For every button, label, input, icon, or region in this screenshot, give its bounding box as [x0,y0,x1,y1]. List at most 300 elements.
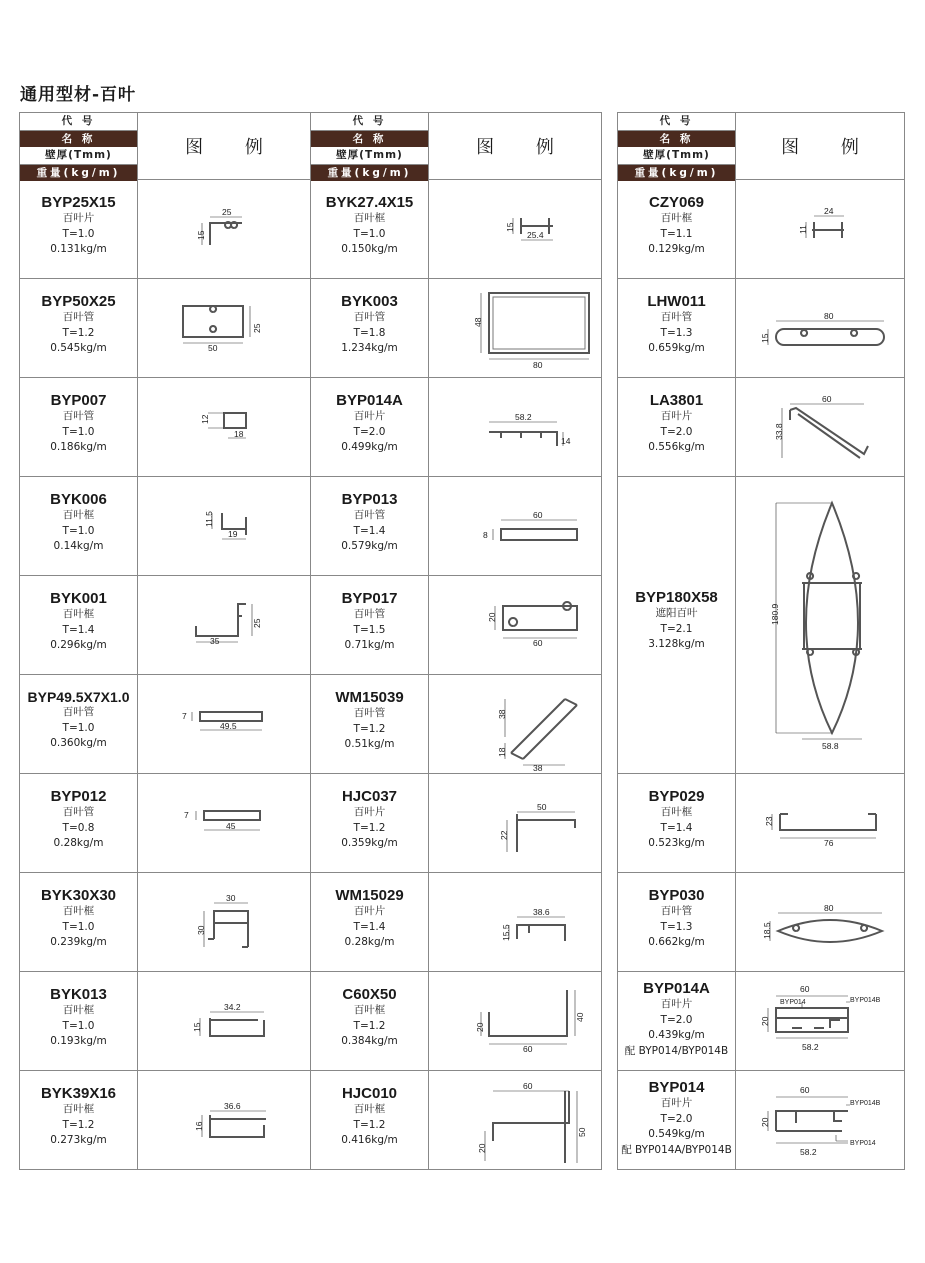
profile-drawing [735,477,905,773]
table-row [19,180,311,279]
header-thickness-label: 壁厚(Tmm) [311,147,428,165]
profile-outline [517,925,565,941]
profile-code: BYP014A [336,392,403,409]
profile-name: 百叶管 [353,509,386,521]
dim-label: 16 [194,1121,204,1131]
profile-name: 百叶框 [660,212,693,224]
profile-section-drawing [736,180,905,279]
profile-outline [200,712,262,721]
dim-label: 18 [497,747,507,757]
dim-label: 20 [760,1016,770,1026]
profile-code: WM15029 [335,887,404,904]
profile-code: BYK013 [50,986,107,1003]
dim-label: 24 [824,206,834,216]
header-drawing-label: 图 例 [428,113,601,179]
profile-name: 百叶片 [660,1097,693,1109]
profile-thickness: T=1.4 [62,623,95,636]
dim-label: 58.2 [800,1147,817,1157]
header-weight-label: 重量(kg/m) [20,165,137,182]
profile-outline [493,1091,569,1163]
dim-label: 34.2 [224,1002,241,1012]
profile-thickness: T=1.4 [353,524,386,537]
dim-label: 7 [184,810,189,820]
profile-outline [806,503,858,733]
profile-code: HJC037 [341,788,398,805]
profile-thickness: T=1.0 [62,920,95,933]
table-row [617,477,905,774]
profile-code: WM15039 [335,689,404,706]
profile-thickness: T=2.0 [660,1013,693,1026]
table-row [617,180,905,279]
profile-outline [210,306,216,332]
profile-outline [204,811,260,820]
dim-label: 20 [487,612,497,622]
profile-code: BYK27.4X15 [325,194,414,211]
profile-name: 百叶框 [62,1103,95,1115]
dim-label: 22 [499,830,509,840]
profile-weight: 0.51kg/m [344,738,395,750]
profile-outline [202,1111,266,1137]
profile-outline [780,814,876,830]
profile-code: BYP180X58 [635,589,718,606]
header-name-label: 名 称 [618,131,735,148]
profile-drawing [428,576,602,674]
profile-outline [768,321,884,345]
dim-label: 38 [497,709,507,719]
dim-label: 30 [196,925,206,935]
dim-label: 23 [764,816,774,826]
profile-name: 百叶片 [660,410,693,422]
profile-weight: 0.545kg/m [50,342,107,354]
profile-weight: 0.28kg/m [53,837,104,849]
profile-outline [489,432,557,446]
dim-label: 33.8 [774,423,784,440]
profile-weight: 0.416kg/m [341,1134,398,1146]
table-header [310,112,602,180]
dim-label: 50 [208,343,218,353]
profile-thickness: T=1.0 [353,227,386,240]
dim-label: 60 [533,510,543,520]
profile-drawing [137,873,311,971]
dim-label: BYP014 [780,999,806,1006]
profile-weight: 0.579kg/m [341,540,398,552]
profile-drawing [137,675,311,773]
profile-section-drawing [429,576,602,675]
dim-label: 38.6 [533,907,550,917]
profile-name: 百叶片 [353,410,386,422]
profile-outline [776,1111,848,1131]
profile-name: 百叶框 [660,806,693,818]
profile-section-drawing [736,378,905,477]
dim-label: 15 [760,333,770,343]
profile-thickness: T=1.0 [62,721,95,734]
profile-drawing [735,873,905,971]
profile-name: 百叶管 [62,806,95,818]
profile-thickness: T=1.2 [62,1118,95,1131]
profile-thickness: T=2.0 [353,425,386,438]
profile-drawing [428,675,602,773]
profile-thickness: T=1.2 [353,722,386,735]
profile-outline [511,699,577,759]
profile-drawing [428,180,602,278]
profile-weight: 0.360kg/m [50,737,107,749]
dim-label: 60 [800,984,810,994]
table-row [310,477,602,576]
profile-outline [204,903,248,947]
profile-thickness: T=1.2 [353,821,386,834]
profile-name: 百叶管 [62,410,95,422]
dim-label: 25 [252,323,262,333]
table-row [617,873,905,972]
table-header [617,112,905,180]
profile-code: BYP014 [648,1079,705,1096]
profile-code: BYP017 [341,590,398,607]
profile-section-drawing [736,774,905,873]
profile-outline [196,604,246,636]
dim-label: 49.5 [220,721,237,731]
profile-code: HJC010 [341,1085,398,1102]
catalog-column-2 [310,112,602,1169]
profile-outline [225,222,237,228]
dim-label: 45 [226,821,236,831]
dim-label: 58.2 [515,412,532,422]
profile-section-drawing [138,180,311,279]
profile-code: BYP014A [643,980,710,997]
profile-outline [493,297,585,349]
table-row [19,576,311,675]
profile-thickness: T=1.3 [660,920,693,933]
profile-weight: 0.662kg/m [648,936,705,948]
page-title: 通用型材-百叶 [20,85,137,105]
profile-section-drawing [138,1071,311,1170]
profile-drawing [137,576,311,674]
dim-label: 18.5 [762,922,772,939]
profile-drawing [137,279,311,377]
profile-drawing [428,873,602,971]
profile-code: BYP49.5X7X1.0 [27,689,130,705]
profile-name: 百叶管 [353,707,386,719]
profile-name: 百叶片 [62,212,95,224]
dim-label: 12 [200,414,210,424]
profile-section-drawing [138,774,311,873]
profile-weight: 0.359kg/m [341,837,398,849]
dim-label: 48 [473,317,483,327]
profile-outline [495,606,577,638]
profile-outline [501,529,577,540]
dim-label: 60 [533,638,543,648]
dim-label: 80 [824,311,834,321]
profile-thickness: T=1.8 [353,326,386,339]
profile-section-drawing [429,279,602,378]
profile-drawing [428,774,602,872]
profile-weight: 0.14kg/m [53,540,104,552]
dim-label: 11 [798,225,808,234]
table-row [617,774,905,873]
profile-code: BYP007 [50,392,107,409]
profile-section-drawing [736,1071,905,1170]
profile-section-drawing [138,279,311,378]
table-row [19,774,311,873]
profile-outline [776,329,884,345]
profile-code: BYP012 [50,788,107,805]
profile-drawing [137,1071,311,1169]
profile-thickness: T=1.1 [660,227,693,240]
profile-section-drawing [429,180,602,279]
dim-label: 20 [475,1022,485,1032]
profile-code: LHW011 [647,293,706,310]
header-weight-label: 重量(kg/m) [618,165,735,182]
header-drawing-label: 图 例 [137,113,310,179]
dim-label: 40 [575,1012,585,1022]
profile-name: 百叶管 [62,706,95,718]
dim-label: 8 [483,530,488,540]
profile-weight: 0.556kg/m [648,441,705,453]
profile-drawing [428,378,602,476]
profile-weight: 0.439kg/m [648,1029,705,1041]
profile-section-drawing [736,873,905,972]
profile-weight: 0.239kg/m [50,936,107,948]
dim-label: 60 [523,1081,533,1091]
profile-thickness: T=1.5 [353,623,386,636]
profile-note: 配 BYP014A/BYP014B [621,1143,732,1156]
dim-label: 14 [561,436,571,446]
profile-thickness: T=2.0 [660,1112,693,1125]
profile-code: BYK003 [341,293,398,310]
table-row [19,477,311,576]
table-row [19,675,311,774]
dim-label: 60 [800,1085,810,1095]
profile-outline [790,408,868,458]
profile-name: 百叶管 [660,311,693,323]
table-row [310,279,602,378]
dim-label: 15 [505,222,515,232]
profile-outline [224,413,246,428]
dim-label: BYP014 [850,1140,876,1147]
dim-label: 11.5 [204,511,214,527]
profile-thickness: T=2.1 [660,622,693,635]
dim-label: 15 [192,1022,202,1032]
profile-thickness: T=0.8 [62,821,95,834]
profile-drawing [735,279,905,377]
dim-label: 15 [196,230,206,240]
profile-drawing [137,972,311,1070]
table-row [310,378,602,477]
dim-label: 20 [760,1117,770,1127]
profile-thickness: T=2.0 [660,425,693,438]
dim-label: 35 [210,636,220,646]
profile-section-drawing [429,873,602,972]
profile-code: LA3801 [649,392,704,409]
profile-drawing [428,477,602,575]
dim-label: 58.8 [822,741,839,751]
profile-outline [802,583,862,649]
profile-code: BYK006 [50,491,107,508]
profile-section-drawing [138,477,311,576]
profile-drawing [428,279,602,377]
profile-weight: 0.71kg/m [344,639,395,651]
profile-outline [517,814,575,852]
dim-label: 18 [234,429,244,439]
table-row [19,1071,311,1170]
profile-name: 百叶框 [62,509,95,521]
profile-drawing [735,1071,905,1169]
profile-section-drawing [736,972,905,1071]
profile-thickness: T=1.3 [660,326,693,339]
dim-label: 15.5 [501,924,511,941]
profile-code: BYK001 [50,590,107,607]
profile-outline [489,293,589,353]
profile-code: BYP50X25 [41,293,116,310]
profile-code: BYP029 [648,788,705,805]
profile-weight: 0.193kg/m [50,1035,107,1047]
profile-drawing [137,774,311,872]
dim-label: BYP014B [850,997,881,1004]
profile-outline [202,217,242,245]
dim-label: 30 [226,893,236,903]
profile-section-drawing [429,774,602,873]
profile-code: BYP013 [341,491,398,508]
profile-weight: 0.273kg/m [50,1134,107,1146]
profile-name: 百叶片 [353,806,386,818]
table-row [310,774,602,873]
dim-label: 36.6 [224,1101,241,1111]
dim-label: 60 [523,1044,533,1054]
profile-weight: 0.131kg/m [50,243,107,255]
profile-thickness: T=1.4 [660,821,693,834]
profile-thickness: T=1.2 [353,1019,386,1032]
profile-outline [489,990,567,1036]
profile-name: 百叶框 [353,1103,386,1115]
table-row [19,279,311,378]
profile-drawing [137,180,311,278]
header-code-label: 代 号 [20,113,137,131]
dim-label: 180.9 [770,603,780,625]
profile-section-drawing [429,378,602,477]
dim-label: 25 [222,207,232,217]
catalog-column-3 [617,112,905,1169]
dim-label: 80 [824,903,834,913]
profile-code: CZY069 [648,194,705,211]
header-thickness-label: 壁厚(Tmm) [20,147,137,165]
profile-weight: 0.186kg/m [50,441,107,453]
profile-section-drawing [736,477,905,774]
profile-name: 百叶框 [353,212,386,224]
profile-drawing [428,1071,602,1169]
table-row [310,180,602,279]
profile-name: 百叶管 [62,311,95,323]
table-row [310,675,602,774]
profile-section-drawing [138,378,311,477]
table-row [310,972,602,1071]
profile-note: 配 BYP014/BYP014B [624,1044,729,1057]
profile-thickness: T=1.0 [62,524,95,537]
table-row [617,279,905,378]
table-row [617,972,905,1071]
profile-section-drawing [429,972,602,1071]
profile-outline [183,306,243,337]
profile-name: 百叶框 [62,905,95,917]
dim-label: 60 [822,394,832,404]
profile-outline [208,911,248,947]
profile-outline [806,216,844,238]
table-row [19,873,311,972]
profile-code: BYP030 [648,887,705,904]
profile-catalog [19,112,905,1169]
profile-section-drawing [429,675,602,774]
profile-weight: 0.129kg/m [648,243,705,255]
profile-section-drawing [138,576,311,675]
header-thickness-label: 壁厚(Tmm) [618,147,735,165]
table-header [19,112,311,180]
profile-section-drawing [138,873,311,972]
dim-label: 7 [182,711,187,721]
dim-label: 76 [824,838,834,848]
profile-weight: 0.296kg/m [50,639,107,651]
profile-weight: 0.659kg/m [648,342,705,354]
profile-name: 百叶管 [660,905,693,917]
profile-section-drawing [138,972,311,1071]
profile-weight: 0.384kg/m [341,1035,398,1047]
table-row [310,576,602,675]
dim-label: 19 [228,529,238,539]
profile-outline [812,222,844,238]
profile-name: 百叶片 [353,905,386,917]
profile-code: BYP25X15 [41,194,116,211]
profile-drawing [735,972,905,1070]
profile-outline [772,814,876,838]
catalog-column-1 [19,112,311,1169]
profile-outline [210,1018,264,1036]
profile-outline [210,1115,266,1137]
profile-section-drawing [429,477,602,576]
profile-outline [807,573,859,655]
profile-drawing [735,180,905,278]
dim-label: 50 [577,1127,587,1137]
header-code-label: 代 号 [311,113,428,131]
profile-name: 百叶管 [353,608,386,620]
profile-section-drawing [138,675,311,774]
profile-thickness: T=1.2 [62,326,95,339]
profile-weight: 0.499kg/m [341,441,398,453]
profile-section-drawing [429,1071,602,1170]
profile-name: 百叶片 [660,998,693,1010]
profile-thickness: T=1.0 [62,227,95,240]
profile-outline [793,925,867,931]
table-row [310,873,602,972]
profile-weight: 3.128kg/m [648,638,705,650]
dim-label: 25 [252,618,262,628]
profile-thickness: T=1.0 [62,425,95,438]
profile-code: BYK39X16 [40,1085,117,1102]
profile-weight: 0.150kg/m [341,243,398,255]
header-drawing-label: 图 例 [735,113,904,179]
profile-code: C60X50 [342,986,397,1003]
table-row [19,378,311,477]
profile-drawing [137,477,311,575]
profile-code: BYK30X30 [40,887,117,904]
table-row [617,1071,905,1170]
table-row [19,972,311,1071]
dim-label: 58.2 [802,1042,819,1052]
profile-thickness: T=1.4 [353,920,386,933]
table-row [310,1071,602,1170]
dim-label: 20 [477,1143,487,1153]
profile-weight: 0.28kg/m [344,936,395,948]
header-name-label: 名 称 [20,131,137,148]
profile-name: 百叶框 [62,1004,95,1016]
profile-name: 百叶管 [353,311,386,323]
profile-name: 百叶框 [62,608,95,620]
